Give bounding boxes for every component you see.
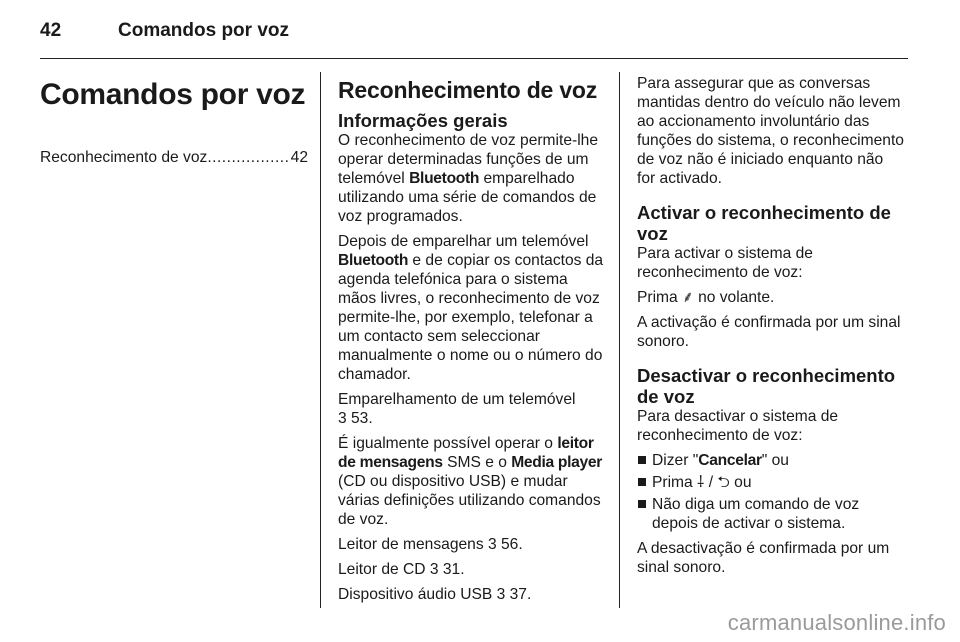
text: SMS e o	[442, 454, 512, 471]
paragraph-pairing-ref	[338, 390, 604, 428]
paragraph-safety: Para assegurar que as conversas mantidas dentro do veículo não levem ao accionamento involuntário das funções do sistema, o reconhecimento de voz não é iniciado enquanto não for activado.	[637, 75, 904, 187]
bold-term: Bluetooth	[409, 170, 480, 187]
text: Emparelhamento de um telemóvel	[338, 391, 576, 408]
text: É igualmente possível operar o	[338, 435, 558, 452]
list-item: Não diga um comando de voz depois de activar o sistema.	[637, 495, 905, 533]
text: O reconhecimento de voz permite-lhe operar determinadas funções de um telemóvel	[338, 132, 599, 187]
paragraph-activate-intro: Para activar o sistema de reconhecimento de voz:	[637, 245, 813, 281]
column-divider-1	[320, 72, 321, 608]
paragraph-activate-confirm: A activação é confirmada por um sinal sonoro.	[637, 314, 901, 350]
list-item: Prima ⸸ / ⮌ ou	[637, 473, 905, 492]
column-divider-2	[619, 72, 620, 608]
page-reference[interactable]: 3 53.	[338, 410, 373, 427]
paragraph-deactivate-intro: Para desactivar o sistema de reconhecimento de voz:	[637, 408, 839, 444]
running-title: Comandos por voz	[118, 20, 290, 41]
bold-term: leitor de mensagens	[338, 435, 594, 471]
column-2	[338, 74, 604, 610]
deactivate-list	[637, 451, 905, 533]
bold-term: Media player	[511, 454, 603, 471]
text: (CD ou dispositivo USB) e mudar várias definições utilizando comandos de voz.	[338, 473, 601, 528]
text: emparelhado utilizando uma série de comandos de voz programados.	[338, 170, 597, 225]
chapter-title: Comandos por voz	[40, 78, 306, 111]
header-rule	[40, 58, 908, 59]
reference-messages[interactable]: Leitor de mensagens 3 56.	[338, 536, 523, 553]
bold-term: Bluetooth	[338, 252, 409, 269]
paragraph-deactivate-confirm: A desactivação é confirmada por um sinal sonoro.	[637, 540, 890, 576]
toc-leader	[207, 148, 290, 167]
list-item	[637, 451, 905, 470]
paragraph-pairing	[338, 232, 604, 384]
text: Depois de emparelhar um telemóvel	[338, 233, 589, 250]
watermark: carmanualsonline.info	[727, 610, 946, 635]
toc-page: 42	[290, 149, 308, 166]
paragraph-activate-press: Prima ⸙ no volante.	[637, 289, 775, 306]
text: e de copiar os contactos da agenda telefónica para o sistema mãos livres, o reconhecimento de voz permite-lhe, por exemplo, telefonar a um contacto sem seleccionar manualmente o nome ou o número do chamador.	[338, 252, 604, 383]
heading-activate: Activar o reconhecimento de voz	[637, 202, 891, 244]
column-1	[40, 74, 308, 167]
paragraph-media	[338, 434, 604, 529]
subsection-title: Informações gerais	[338, 110, 508, 131]
text: Dizer "	[652, 452, 699, 469]
page-number: 42	[40, 20, 62, 41]
reference-cd[interactable]: Leitor de CD 3 31.	[338, 561, 465, 578]
section-title: Reconhecimento de voz	[338, 77, 598, 103]
heading-deactivate: Desactivar o reconhecimento de voz	[637, 365, 896, 407]
column-3	[637, 74, 905, 583]
toc-entry[interactable]	[40, 148, 308, 167]
bold-term: Cancelar	[698, 452, 762, 469]
text: " ou	[761, 452, 789, 469]
paragraph-intro	[338, 131, 604, 226]
reference-usb[interactable]: Dispositivo áudio USB 3 37.	[338, 586, 532, 603]
toc-label: Reconhecimento de voz	[40, 149, 208, 166]
